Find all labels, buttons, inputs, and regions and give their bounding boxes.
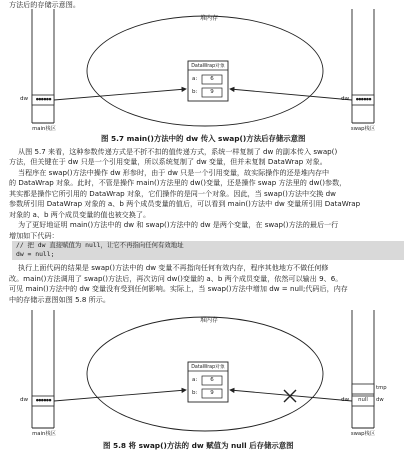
main-dw-arrow (54, 89, 186, 100)
field-a-label: a: (192, 76, 198, 82)
paragraph-line: 方法，但关键在于 dw 只是一个引用变量，所以系统复制了 dw 变量，但并未复制 DataWrap 对象。 (9, 157, 327, 166)
paragraph-line: 改。main()方法调用了 swap()方法后，再次访问 dw()变量的 a、b 两个成员变量，依然可以输出 9、6。 (9, 274, 343, 283)
field-b-value: 9 (210, 89, 214, 95)
paragraph-line: 为了更好地证明 main()方法中的 dw 和 swap()方法中的 dw 是两个变量，在 swap()方法的最后一行 (18, 220, 339, 229)
swap-dw-label: dw (341, 96, 350, 102)
swap-dw-arrow (230, 89, 352, 100)
main-stack-column (32, 9, 54, 123)
field-a-value-2: 6 (210, 377, 214, 383)
main-dw-arrow-2 (54, 390, 186, 401)
swap-stack-label-2: swap栈区 (350, 431, 376, 437)
paragraph-line: 可见 main()方法中的 dw 变量没有受到任何影响。实际上，当 swap()方法中增加 dw = null;代码后，内存 (9, 284, 348, 293)
paragraph-line: 当程序在 swap()方法中操作 dw 形参时，由于 dw 只是一个引用变量，故实际操作的还是堆内存中 (18, 168, 330, 177)
heap-label-2: 堆内存 (200, 317, 219, 324)
object-title: DataWrap对象 (191, 63, 225, 69)
swap-dw-dots: ●●●●●● (355, 97, 372, 101)
figure-5-7-diagram (0, 9, 415, 131)
paragraph-line: 对象的 a、b 两个成员变量的值也被交换了。 (9, 210, 151, 219)
paragraph-line: 中的存储示意图如图 5.8 所示。 (9, 295, 110, 304)
field-a-label-2: a: (192, 377, 198, 383)
figure-5-7-caption: 图 5.7 main()方法中的 dw 传入 swap()方法后存储示意图 (101, 134, 306, 143)
swap-stack-label: swap栈区 (350, 126, 376, 132)
figure-5-8-caption: 图 5.8 将 swap()方法的 dw 赋值为 null 后存储示意图 (103, 441, 294, 450)
swap-dw-side-label: dw (376, 397, 384, 403)
figure-5-8-diagram (0, 310, 415, 435)
field-b-label-2: b: (192, 390, 198, 396)
object-title-2: DataWrap对象 (191, 364, 225, 370)
tmp-cell (352, 384, 374, 394)
swap-dw-null-value: null (358, 397, 368, 403)
main-stack-column-2 (32, 310, 54, 428)
field-b-label: b: (192, 89, 198, 95)
main-stack-label: main栈区 (32, 126, 56, 132)
code-line: // 把 dw 直接赋值为 null，让它不再指向任何有效地址 (16, 241, 184, 249)
field-b-value-2: 9 (210, 390, 214, 396)
swap-stack-column (352, 9, 374, 123)
top-text-line: 方法后的存储示意图。 (9, 0, 80, 9)
swap-stack-column-2 (352, 310, 374, 428)
paragraph-line: 执行上面代码的结果是 swap()方法中的 dw 变量不再指向任何有效内存，程序其他地方不做任何修 (18, 263, 329, 272)
paragraph-line: 从图 5.7 来看，这种参数传递方式是不折不扣的值传递方式，系统一样复制了 dw 的副本传入 swap() (18, 147, 338, 156)
paragraph-line: 参数所引用 DataWrap 对象的 a、b 两个成员变量的值后，可以看到 main()方法中 dw 变量所引用 DataWrap (9, 199, 361, 208)
main-stack-label-2: main栈区 (32, 431, 56, 437)
paragraph-line: 的 DataWrap 对象。此时，不管是操作 main()方法里的 dw()变量，还是操作 swap 方法里的 dw()参数， (9, 178, 347, 187)
tmp-label: tmp (376, 385, 387, 391)
main-dw-label: dw (20, 96, 29, 102)
main-dw-dots-2: ●●●●●● (35, 398, 52, 402)
swap-dw-label-2: dw (341, 397, 350, 403)
code-line: dw = null; (16, 250, 55, 258)
paragraph-line: 增加如下代码： (9, 231, 59, 240)
paragraph-line: 其实都是操作它所引用的 DataWrap 对象，它们操作的是同一个对象。因此，当 swap()方法中交换 dw (9, 189, 336, 198)
heap-label: 堆内存 (200, 15, 219, 22)
main-dw-dots: ●●●●●● (35, 97, 52, 101)
main-dw-label-2: dw (20, 397, 29, 403)
code-block (12, 241, 404, 260)
field-a-value: 6 (210, 76, 214, 82)
